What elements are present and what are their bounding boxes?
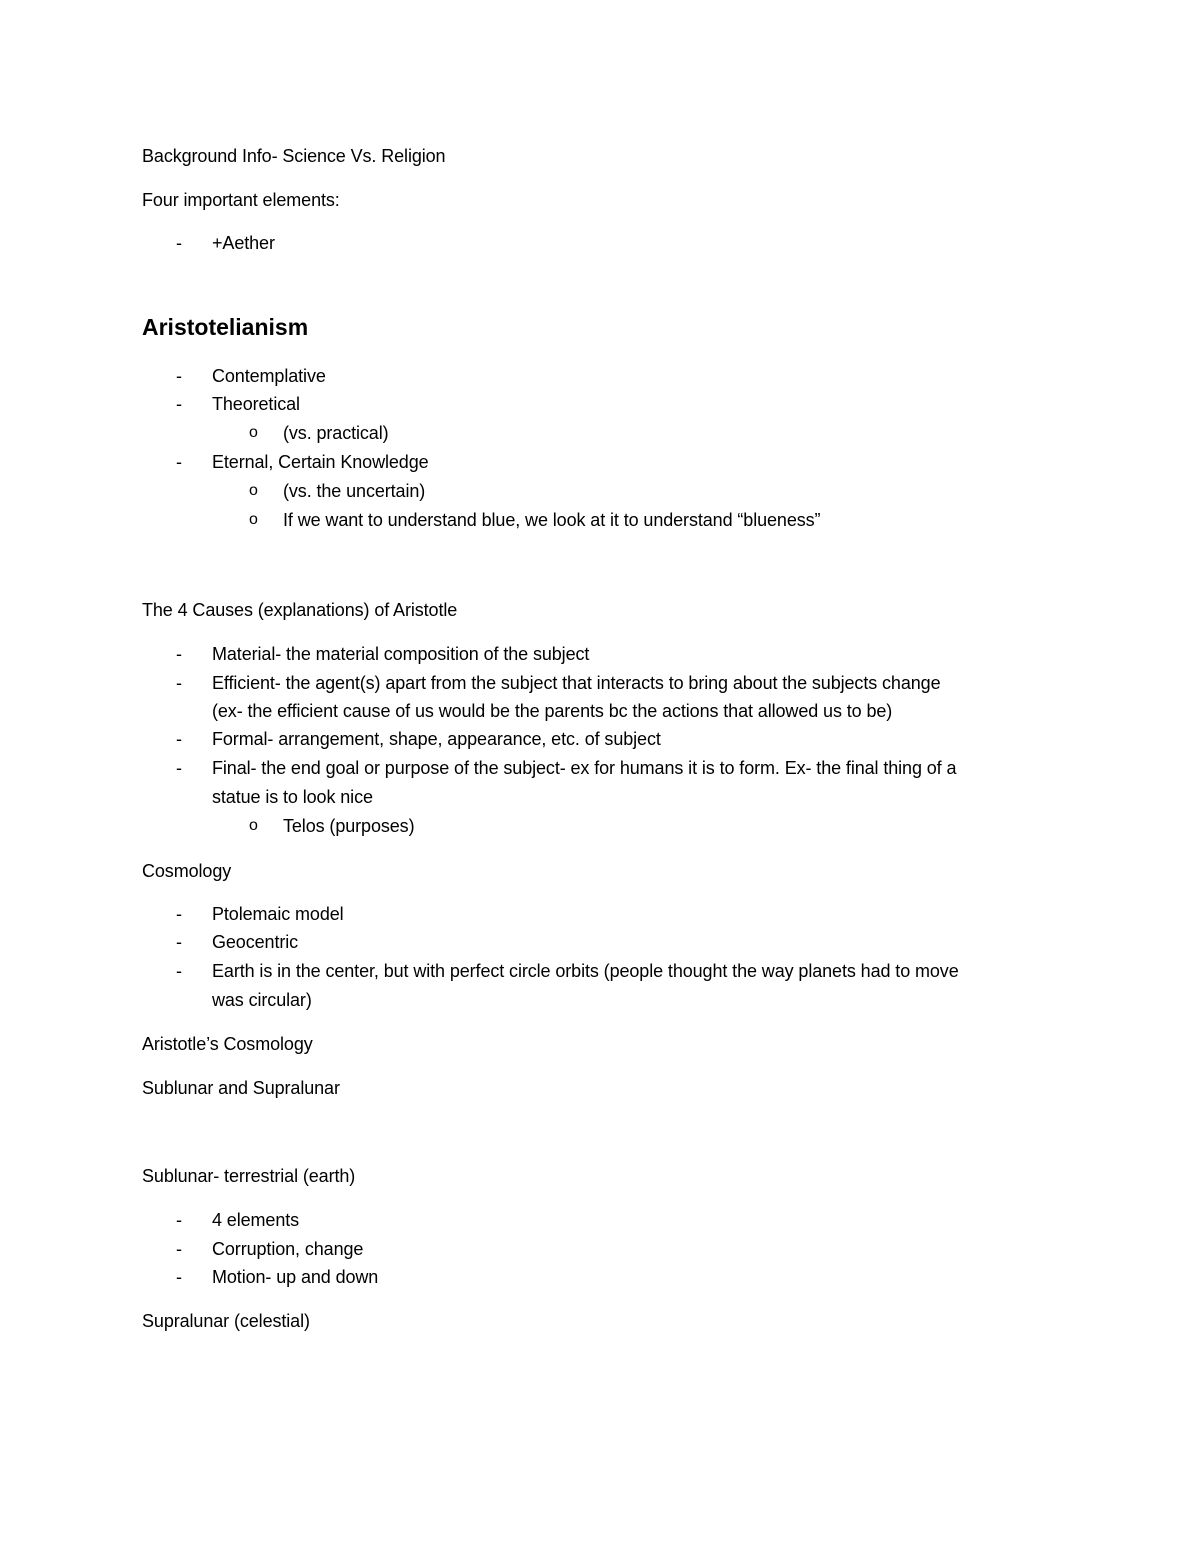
list-dash: - (176, 1210, 182, 1230)
list-dash: - (176, 758, 182, 778)
list-item-corruption: Corruption, change (212, 1239, 364, 1259)
list-item-material: Material- the material composition of the subject (212, 644, 590, 664)
list-item-motion: Motion- up and down (212, 1267, 379, 1287)
list-item-formal: Formal- arrangement, shape, appearance, etc. of subject (212, 729, 661, 749)
list-item-contemplative: Contemplative (212, 366, 326, 386)
list-item-aether: +Aether (212, 233, 275, 253)
heading-sublunar: Sublunar- terrestrial (earth) (142, 1166, 356, 1186)
heading-cosmology: Cosmology (142, 861, 232, 881)
list-dash: - (176, 932, 182, 952)
heading-aristotles-cosmology: Aristotle’s Cosmology (142, 1034, 313, 1054)
list-dash: - (176, 1239, 182, 1259)
sub-bullet: o (249, 817, 258, 834)
list-dash: - (176, 233, 182, 253)
sub-item-telos: Telos (purposes) (283, 816, 415, 836)
list-item-eternal-knowledge: Eternal, Certain Knowledge (212, 452, 429, 472)
heading-aristotelianism: Aristotelianism (142, 314, 309, 340)
heading-background-info: Background Info- Science Vs. Religion (142, 146, 446, 166)
list-dash: - (176, 366, 182, 386)
sub-item-blueness: If we want to understand blue, we look at it to understand “blueness” (283, 510, 821, 530)
heading-four-causes: The 4 Causes (explanations) of Aristotle (142, 600, 458, 620)
list-dash: - (176, 1267, 182, 1287)
sub-bullet: o (249, 511, 258, 528)
sub-item-vs-uncertain: (vs. the uncertain) (283, 481, 426, 501)
sub-item-vs-practical: (vs. practical) (283, 423, 389, 443)
list-item-efficient-continued: (ex- the efficient cause of us would be the parents bc the actions that allowed us to be) (212, 701, 893, 721)
list-item-geocentric: Geocentric (212, 932, 299, 952)
list-dash: - (176, 644, 182, 664)
list-item-earth-center: Earth is in the center, but with perfect circle orbits (people thought the way planets had to move (212, 961, 959, 981)
paragraph-four-elements: Four important elements: (142, 190, 340, 210)
list-dash: - (176, 904, 182, 924)
list-item-earth-center-continued: was circular) (212, 990, 312, 1010)
list-dash: - (176, 452, 182, 472)
list-dash: - (176, 673, 182, 693)
heading-supralunar: Supralunar (celestial) (142, 1311, 310, 1331)
paragraph-sublunar-supralunar: Sublunar and Supralunar (142, 1078, 340, 1098)
list-item-ptolemaic: Ptolemaic model (212, 904, 344, 924)
list-dash: - (176, 729, 182, 749)
list-item-final: Final- the end goal or purpose of the subject- ex for humans it is to form. Ex- the final thing of a (212, 758, 957, 778)
list-dash: - (176, 394, 182, 414)
sub-bullet: o (249, 482, 258, 499)
list-item-four-elements: 4 elements (212, 1210, 300, 1230)
list-item-theoretical: Theoretical (212, 394, 300, 414)
list-item-final-continued: statue is to look nice (212, 787, 373, 807)
sub-bullet: o (249, 424, 258, 441)
list-dash: - (176, 961, 182, 981)
list-item-efficient: Efficient- the agent(s) apart from the subject that interacts to bring about the subjects change (212, 673, 941, 693)
